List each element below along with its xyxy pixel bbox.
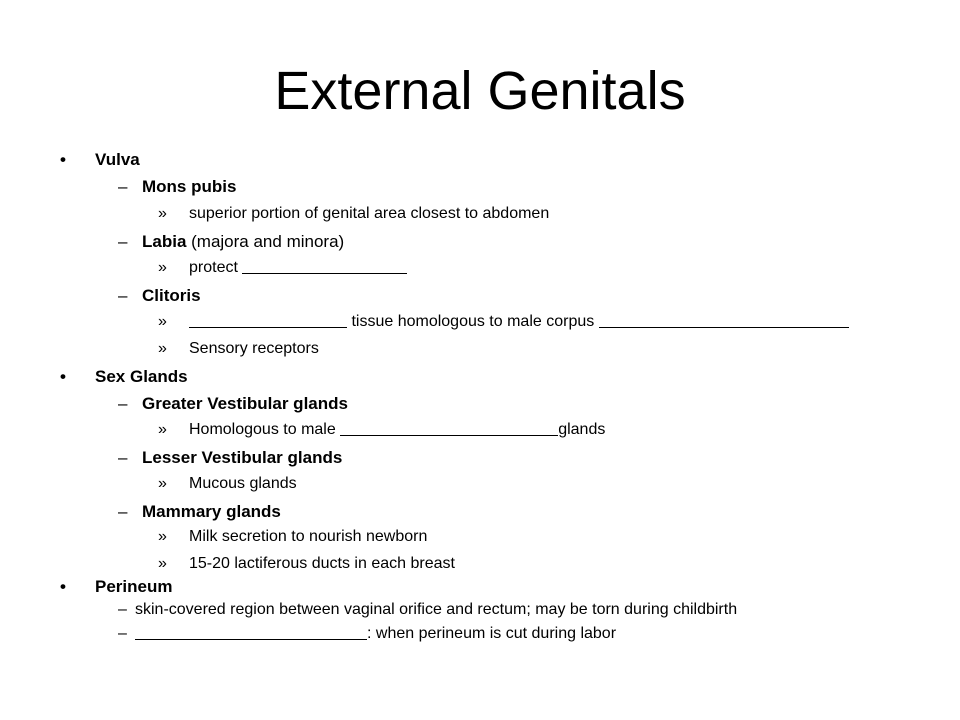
slide-title: External Genitals — [274, 61, 686, 121]
detail-mammary-1: Milk secretion to nourish newborn — [189, 528, 428, 545]
detail-labia-text: protect — [189, 259, 243, 276]
fill-blank-perineum — [135, 625, 367, 640]
item-mammary-glands: Mammary glands — [142, 502, 281, 521]
fill-blank-clitoris-b — [599, 313, 849, 328]
fill-blank-clitoris-a — [189, 313, 347, 328]
item-labia — [142, 232, 344, 252]
chevron-clitoris-1: » — [158, 313, 167, 330]
dash-mammary: – — [118, 502, 128, 521]
dash-labia: – — [118, 232, 128, 251]
dash-perineum-2: – — [118, 625, 127, 642]
item-greater-vestibular: Greater Vestibular glands — [142, 394, 348, 413]
fill-blank-greater — [340, 421, 558, 436]
detail-perineum-2-text: : when perineum is cut during labor — [367, 625, 617, 642]
fill-blank-labia — [242, 259, 407, 274]
chevron-mons: » — [158, 205, 167, 222]
heading-perineum: Perineum — [95, 577, 173, 596]
detail-labia — [189, 259, 407, 277]
dash-perineum-1: – — [118, 601, 127, 618]
heading-sex-glands: Sex Glands — [95, 367, 188, 386]
item-mons-pubis: Mons pubis — [142, 177, 237, 196]
dash-mons: – — [118, 177, 128, 196]
detail-greater-suffix: glands — [558, 421, 606, 438]
chevron-mammary-2: » — [158, 555, 167, 572]
chevron-mammary-1: » — [158, 528, 167, 545]
detail-clitoris-2: Sensory receptors — [189, 340, 319, 357]
detail-perineum-1: skin-covered region between vaginal orifice and rectum; may be torn during childbirth — [135, 601, 738, 618]
bullet-sex-glands: • — [60, 367, 66, 386]
detail-mons-pubis: superior portion of genital area closest to abdomen — [189, 205, 550, 222]
chevron-labia: » — [158, 259, 167, 276]
dash-clitoris: – — [118, 286, 128, 305]
item-labia-label: Labia — [142, 232, 187, 251]
detail-lesser-vestibular: Mucous glands — [189, 475, 297, 492]
item-lesser-vestibular: Lesser Vestibular glands — [142, 448, 343, 467]
detail-clitoris-text: tissue homologous to male corpus — [347, 313, 599, 330]
detail-greater-prefix: Homologous to male — [189, 421, 341, 438]
item-labia-suffix: (majora and minora) — [186, 232, 345, 251]
bullet-perineum: • — [60, 577, 66, 596]
heading-vulva: Vulva — [95, 150, 140, 169]
item-clitoris: Clitoris — [142, 286, 201, 305]
bullet-vulva: • — [60, 150, 66, 169]
chevron-clitoris-2: » — [158, 340, 167, 357]
chevron-greater: » — [158, 421, 167, 438]
dash-greater: – — [118, 394, 128, 413]
detail-perineum-2 — [135, 625, 616, 643]
chevron-lesser: » — [158, 475, 167, 492]
detail-greater-vestibular — [189, 421, 605, 439]
dash-lesser: – — [118, 448, 128, 467]
detail-clitoris-1 — [189, 313, 849, 331]
detail-mammary-2: 15-20 lactiferous ducts in each breast — [189, 555, 455, 572]
